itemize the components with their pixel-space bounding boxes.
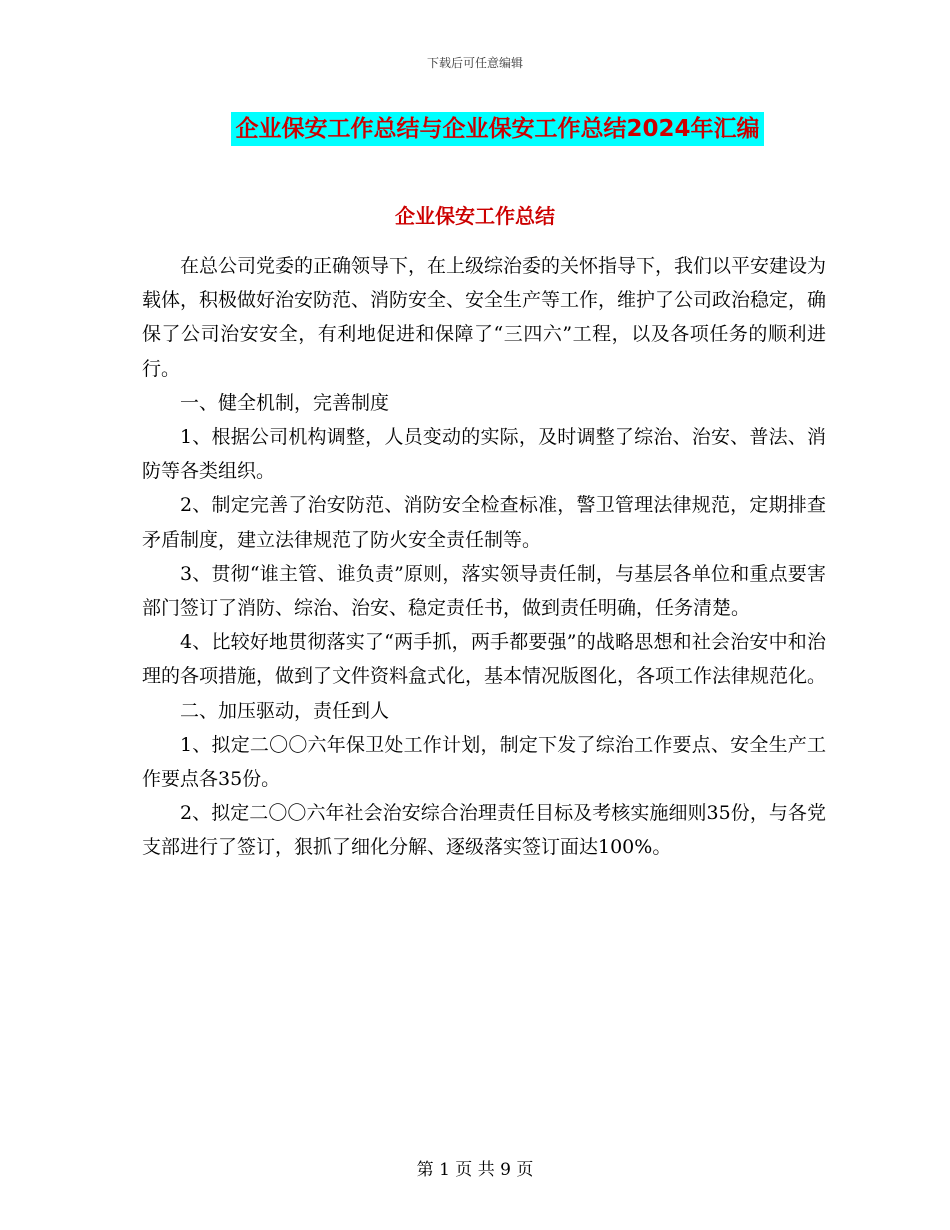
paragraph-intro: 在总公司党委的正确领导下，在上级综治委的关怀指导下，我们以平安建设为载体，积极做好治安防范、消防安全、安全生产等工作，维护了公司政治稳定，确保了公司治安安全，有利地促进和保障了“三四六”工程，以及各项任务的顺利进行。 [142, 255, 827, 380]
paragraph-item: 3、贯彻“谁主管、谁负责”原则，落实领导责任制，与基层各单位和重点要害部门签订了消防、综治、治安、稳定责任书，做到责任明确，任务清楚。 [142, 562, 826, 620]
page-header-note: 下载后可任意编辑 [426, 56, 523, 70]
main-title-container [0, 112, 950, 146]
document-body [142, 249, 826, 865]
paragraph-item: 1、根据公司机构调整，人员变动的实际，及时调整了综治、治安、普法、消防等各类组织。 [142, 426, 826, 483]
page-number: 第 1 页 共 9 页 [416, 1160, 534, 1180]
paragraph-item: 4、比较好地贯彻落实了“两手抓，两手都要强”的战略思想和社会治安中和治理的各项措施，做到了文件资料盒式化，基本情况版图化，各项工作法律规范化。 [142, 631, 827, 688]
paragraph-item: 2、制定完善了治安防范、消防安全检查标准，警卫管理法律规范，定期排查矛盾制度，建立法律规范了防火安全责任制等。 [142, 494, 826, 551]
paragraph-item: 2、拟定二〇〇六年社会治安综合治理责任目标及考核实施细则35份，与各党支部进行了签订，狠抓了细化分解、逐级落实签订面达100%。 [142, 802, 826, 859]
section-title: 企业保安工作总结 [395, 204, 555, 228]
heading-section-two: 二、加压驱动，责任到人 [180, 699, 390, 722]
main-title: 企业保安工作总结与企业保安工作总结2024年汇编 [231, 112, 763, 146]
paragraph-item: 1、拟定二〇〇六年保卫处工作计划，制定下发了综治工作要点、安全生产工作要点各35份。 [142, 733, 826, 791]
heading-section-one: 一、健全机制，完善制度 [180, 391, 390, 414]
